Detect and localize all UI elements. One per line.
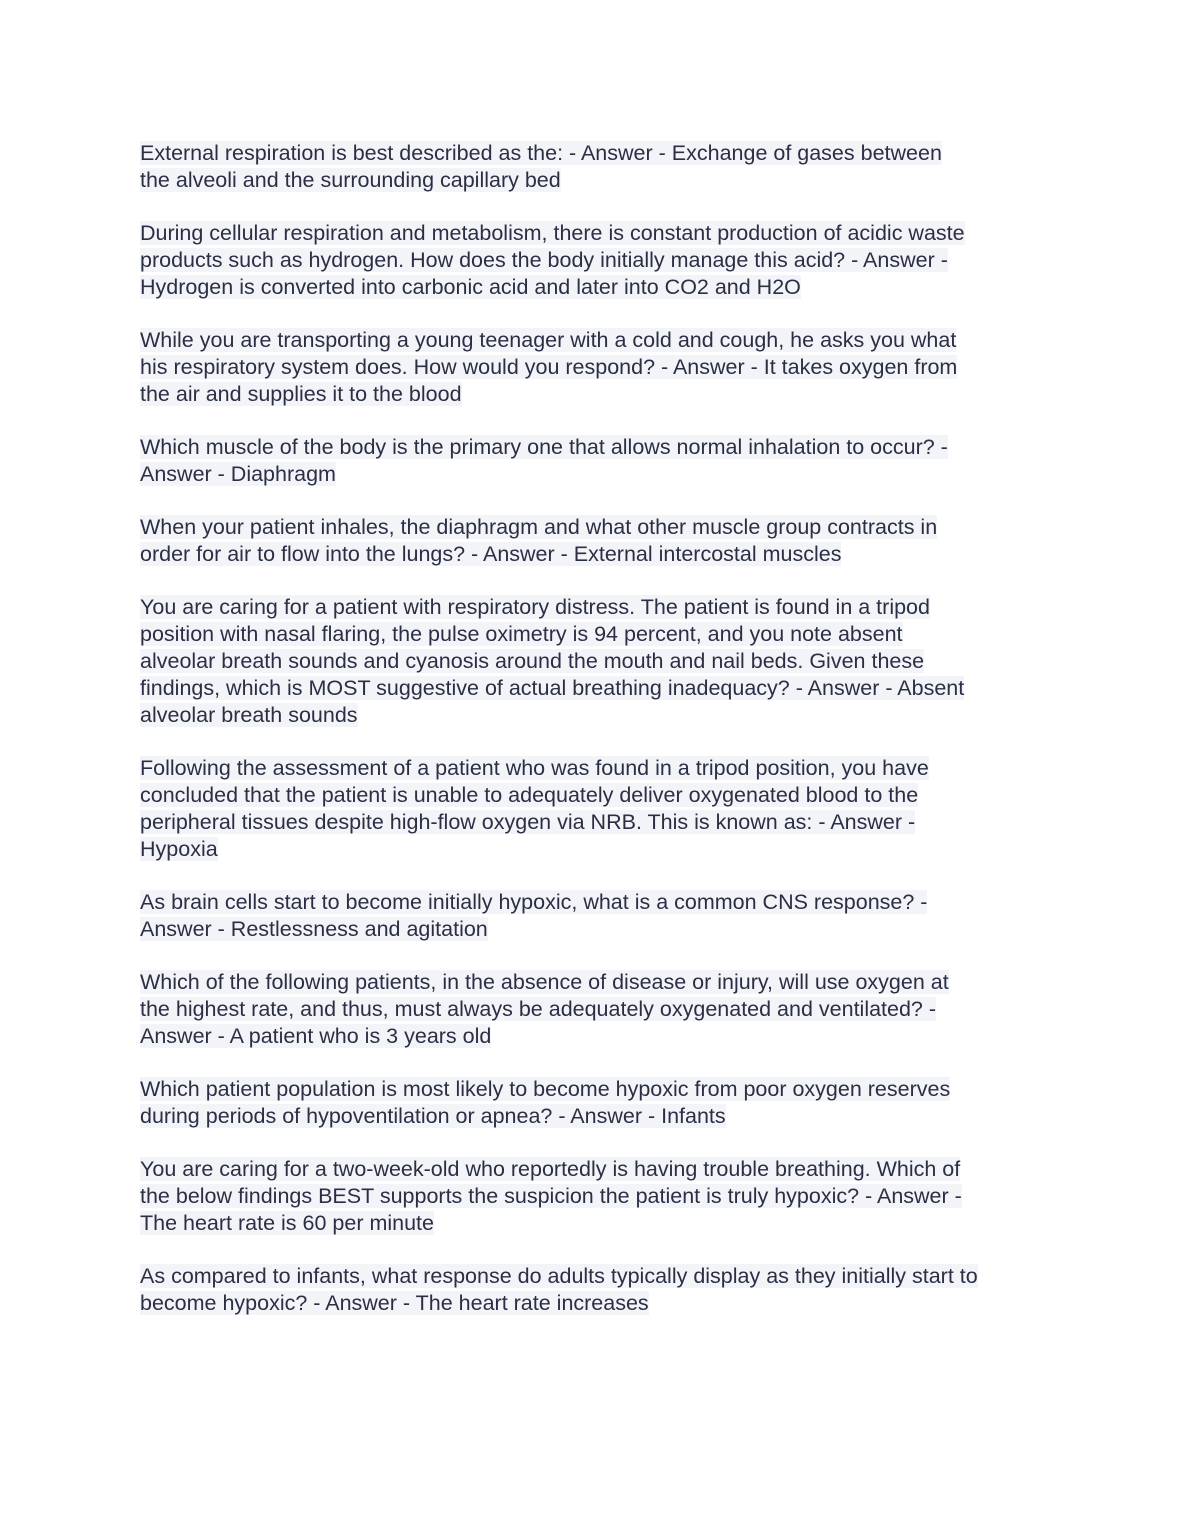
qa-entry <box>140 594 1055 729</box>
qa-entry <box>140 220 1055 301</box>
qa-entry <box>140 514 1055 568</box>
qa-entry <box>140 889 1055 943</box>
qa-text: As brain cells start to become initially hypoxic, what is a common CNS response? - Answer - Restlessness and agitation <box>140 890 928 941</box>
qa-entry <box>140 969 1055 1050</box>
qa-entry <box>140 1263 1055 1317</box>
qa-text: During cellular respiration and metabolism, there is constant production of acidic waste products such as hydrogen. How does the body initially manage this acid? - Answer - Hydrogen is converted into carbonic acid and later into CO2 and H2O <box>140 221 965 299</box>
qa-text: Which patient population is most likely to become hypoxic from poor oxygen reserves during periods of hypoventilation or apnea? - Answer - Infants <box>140 1077 951 1128</box>
qa-entry <box>140 434 1055 488</box>
qa-entry <box>140 755 1055 863</box>
qa-text: External respiration is best described as the: - Answer - Exchange of gases between the alveoli and the surrounding capillary bed <box>140 141 942 192</box>
qa-text: Which of the following patients, in the absence of disease or injury, will use oxygen at the highest rate, and thus, must always be adequately oxygenated and ventilated? - Answer - A patient who is 3 years old <box>140 970 949 1048</box>
qa-entry <box>140 327 1055 408</box>
qa-text: You are caring for a patient with respiratory distress. The patient is found in a tripod position with nasal flaring, the pulse oximetry is 94 percent, and you note absent alveolar breath sounds and cyanosis around the mouth and nail beds. Given these findings, which is MOST suggestive of actual breathing inadequacy? - Answer - Absent alveolar breath sounds <box>140 595 965 727</box>
qa-text: You are caring for a two-week-old who reportedly is having trouble breathing. Which of the below findings BEST supports the suspicion the patient is truly hypoxic? - Answer - The heart rate is 60 per minute <box>140 1157 962 1235</box>
qa-text: Following the assessment of a patient who was found in a tripod position, you have concluded that the patient is unable to adequately deliver oxygenated blood to the peripheral tissues despite high-flow oxygen via NRB. This is known as: - Answer - Hypoxia <box>140 756 929 861</box>
qa-text: While you are transporting a young teenager with a cold and cough, he asks you what his respiratory system does. How would you respond? - Answer - It takes oxygen from the air and supplies it to the blood <box>140 328 958 406</box>
qa-text: Which muscle of the body is the primary one that allows normal inhalation to occur? - Answer - Diaphragm <box>140 435 948 486</box>
document-page <box>140 140 1055 1343</box>
qa-entry <box>140 1076 1055 1130</box>
qa-entry <box>140 1156 1055 1237</box>
qa-text: As compared to infants, what response do adults typically display as they initially start to become hypoxic? - Answer - The heart rate increases <box>140 1264 978 1315</box>
qa-entry <box>140 140 1055 194</box>
qa-text: When your patient inhales, the diaphragm and what other muscle group contracts in order for air to flow into the lungs? - Answer - External intercostal muscles <box>140 515 938 566</box>
